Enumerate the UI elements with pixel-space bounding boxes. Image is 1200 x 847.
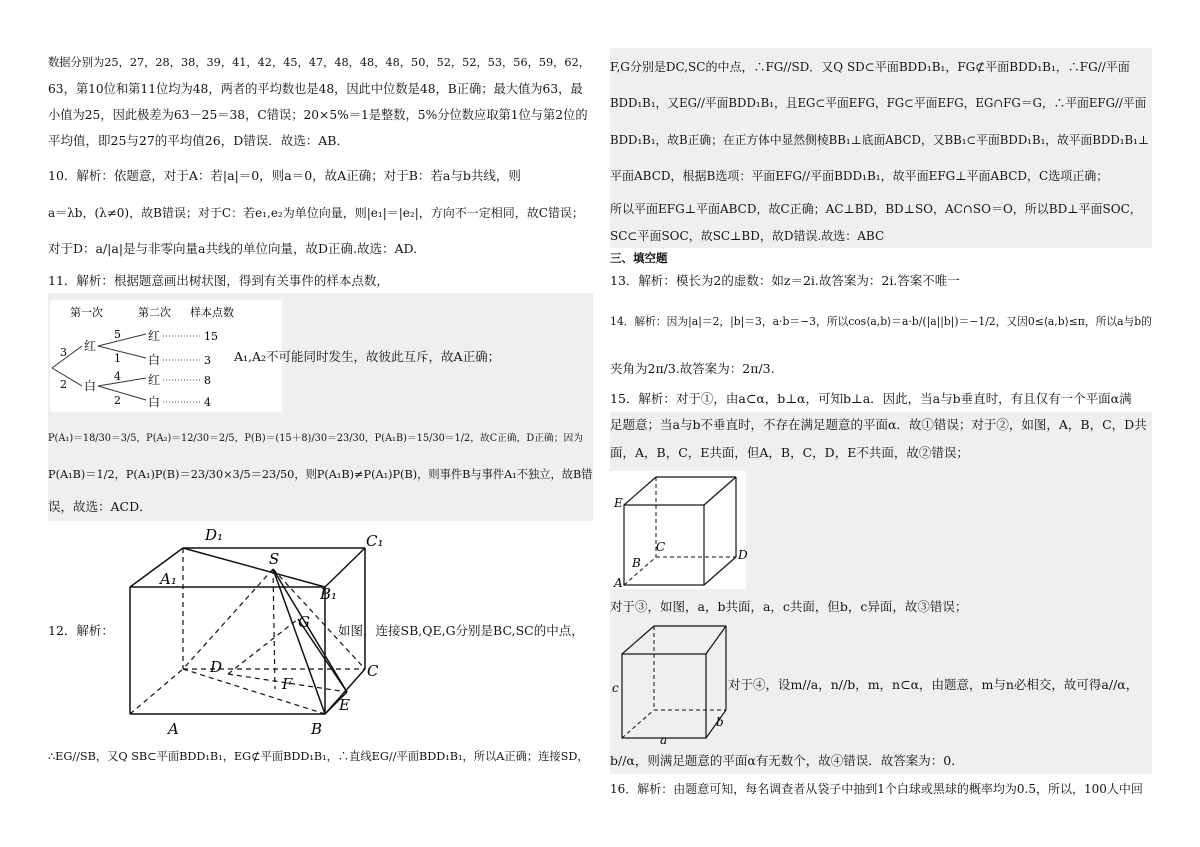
tree-branch-1: 1 — [114, 352, 121, 365]
tree-leaf-red: 红 — [148, 329, 161, 343]
q15-line: b//α，则满足题意的平面α有无数个，故④错误．故答案为：0． — [610, 753, 964, 768]
q15-line: 对于④，设m//a，n//b，m，n⊂α，由题意，m与n必相交，故可得a//α， — [728, 677, 1139, 692]
q11-line: P(A₁B)＝1/2，P(A₁)P(B)＝23/30×3/5＝23/50，则P(A₁B)≠P(A₁)P(B)，则事件B与事件A₁不独立，故B错 — [48, 468, 593, 481]
q12-line: ∴EG//SB，又Q SB⊂平面BDD₁B₁，EG⊄平面BDD₁B₁，∴直线EG//平面BDD₁B₁，所以A正确；连接SD， — [48, 750, 589, 763]
label-B: B — [311, 720, 323, 738]
label-D: D — [738, 548, 748, 562]
label-C: C — [656, 540, 666, 554]
label-A: A — [168, 720, 179, 738]
q12-line: 如图，连接SB,QE,G分别是BC,SC的中点， — [338, 623, 584, 638]
label-A: A — [614, 576, 623, 590]
tree-branch-2b: 2 — [114, 394, 121, 407]
tree-count-15: 15 — [204, 330, 218, 343]
q16-line: 16．解析：由题意可知，每名调查者从袋子中抽到1个白球或黑球的概率均为0.5，所以，100人中回 — [610, 782, 1143, 796]
label-c: c — [612, 681, 619, 695]
q11-line: 误，故选：ACD． — [48, 499, 152, 514]
q12-line: BDD₁B₁，又EG//平面BDD₁B₁，且EG⊂平面EFG，FG⊂平面EFG，EG∩FG＝G，∴平面EFG//平面 — [610, 96, 1147, 110]
tree-count-8: 8 — [204, 374, 211, 387]
text-line: 小值为25，因此极差为63－25＝38，C错误；20×5%＝1是整数，5%分位数应取第1位与第2位的 — [48, 108, 588, 122]
tree-node-red: 红 — [84, 339, 97, 353]
tree-leaf-red: 红 — [148, 373, 161, 387]
q12-line: 平面ABCD，根据B选项：平面EFG//平面BDD₁B₁，故平面EFG⊥平面ABCD，C选项正确； — [610, 169, 1109, 183]
cube-coplanar-diagram — [610, 471, 746, 589]
q12-label: 12．解析： — [48, 623, 114, 638]
cube-skew-lines-diagram — [610, 622, 730, 746]
q15-line: 对于③，如图，a，b共面，a，c共面，但b，c异面，故③错误； — [610, 599, 968, 614]
text-line: 平均值，即25与27的平均值26，D错误．故选：AB． — [48, 133, 349, 148]
q14-line: 14．解析：因为|a|＝2，|b|＝3，a·b＝−3，所以cos⟨a,b⟩＝a·b/(|a||b|)＝−1/2，又因0≤⟨a,b⟩≤π，所以a与b的 — [610, 315, 1152, 328]
q14-line: 夹角为2π/3.故答案为：2π/3. — [610, 361, 775, 376]
q13-line: 13．解析：模长为2的虚数：如z＝2i.故答案为：2i.答案不唯一 — [610, 273, 960, 288]
tree-header-count: 样本点数 — [190, 306, 234, 319]
label-A1: A₁ — [160, 570, 177, 588]
label-B1: B₁ — [320, 585, 338, 603]
label-B: B — [632, 556, 641, 570]
q15-line: 面，A，B，C，E共面，但A，B，C，D，E不共面，故②错误； — [610, 445, 969, 460]
q15-line: 15．解析：对于①，由a⊂α，b⊥α，可知b⊥a．因此，当a与b垂直时，有且仅有一个平面α满 — [610, 391, 1132, 406]
q12-line: F,G分别是DC,SC的中点，∴FG//SD．又Q SD⊂平面BDD₁B₁，FG⊄平面BDD₁B₁，∴FG//平面 — [610, 60, 1130, 74]
tree-leaf-white: 白 — [148, 395, 161, 409]
q11-tree-note: A₁,A₂不可能同时发生，故彼此互斥，故A正确； — [234, 349, 501, 364]
q10-line: 10．解析：依题意，对于A：若|a|＝0，则a＝0，故A正确；对于B：若a与b共线，则 — [48, 168, 521, 183]
q10-line: 对于D：a/|a|是与非零向量a共线的单位向量，故D正确.故选：AD. — [48, 241, 418, 256]
label-F: F — [282, 675, 293, 693]
label-D: D — [210, 658, 223, 676]
q10-line: a＝λb，(λ≠0)，故B错误；对于C：若e₁,e₂为单位向量，则|e₁|＝|e₂|，方向不一定相同，故C错误； — [48, 206, 584, 220]
label-C1: C₁ — [366, 532, 384, 550]
q12-line: 所以平面EFG⊥平面ABCD，故C正确；AC⊥BD，BD⊥SO，AC∩SO＝O，所以BD⊥平面SOC， — [610, 202, 1142, 216]
label-S: S — [269, 550, 280, 568]
tree-branch-2: 2 — [60, 378, 67, 391]
tree-count-4: 4 — [204, 396, 211, 409]
q11-line: P(A₁)＝18/30＝3/5，P(A₂)＝12/30＝2/5，P(B)＝(15＋8)/30＝23/30，P(A₁B)＝15/30＝1/2，故C正确，D正确；因为 — [48, 433, 584, 444]
text-line: 数据分别为25，27，28，38，39，41，42，45，47，48，48，48，50，52，52，53，56，59，62， — [48, 56, 590, 69]
q12-line: BDD₁B₁，故B正确；在正方体中显然侧棱BB₁⊥底面ABCD，又BB₁⊂平面BDD₁B₁，故平面BDD₁B₁⊥ — [610, 133, 1149, 147]
label-a: a — [660, 733, 668, 747]
tree-node-white: 白 — [84, 379, 97, 393]
q11-line: 11．解析：根据题意画出树状图，得到有关事件的样本点数， — [48, 273, 389, 288]
q12-line: SC⊂平面SOC，故SC⊥BD，故D错误.故选：ABC — [610, 229, 885, 243]
label-G: G — [298, 613, 310, 631]
tree-header-second: 第二次 — [138, 306, 171, 319]
label-D1: D₁ — [205, 526, 224, 544]
tree-leaf-white: 白 — [148, 353, 161, 367]
label-C: C — [367, 662, 379, 680]
tree-branch-5: 5 — [114, 328, 121, 341]
q15-line: 足题意；当a与b不垂直时，不存在满足题意的平面α．故①错误；对于②，如图，A，B，C，D共 — [610, 417, 1147, 432]
label-E: E — [614, 496, 623, 510]
label-E: E — [339, 696, 350, 714]
section-heading: 三、填空题 — [610, 251, 668, 265]
tree-branch-3: 3 — [60, 346, 67, 359]
tree-header-first: 第一次 — [70, 306, 103, 319]
label-b: b — [716, 715, 724, 729]
text-line: 63，第10位和第11位均为48，两者的平均数也是48，因此中位数是48，B正确；最大值为63，最 — [48, 82, 583, 96]
tree-branch-4: 4 — [114, 370, 121, 383]
tree-count-3: 3 — [204, 354, 211, 367]
